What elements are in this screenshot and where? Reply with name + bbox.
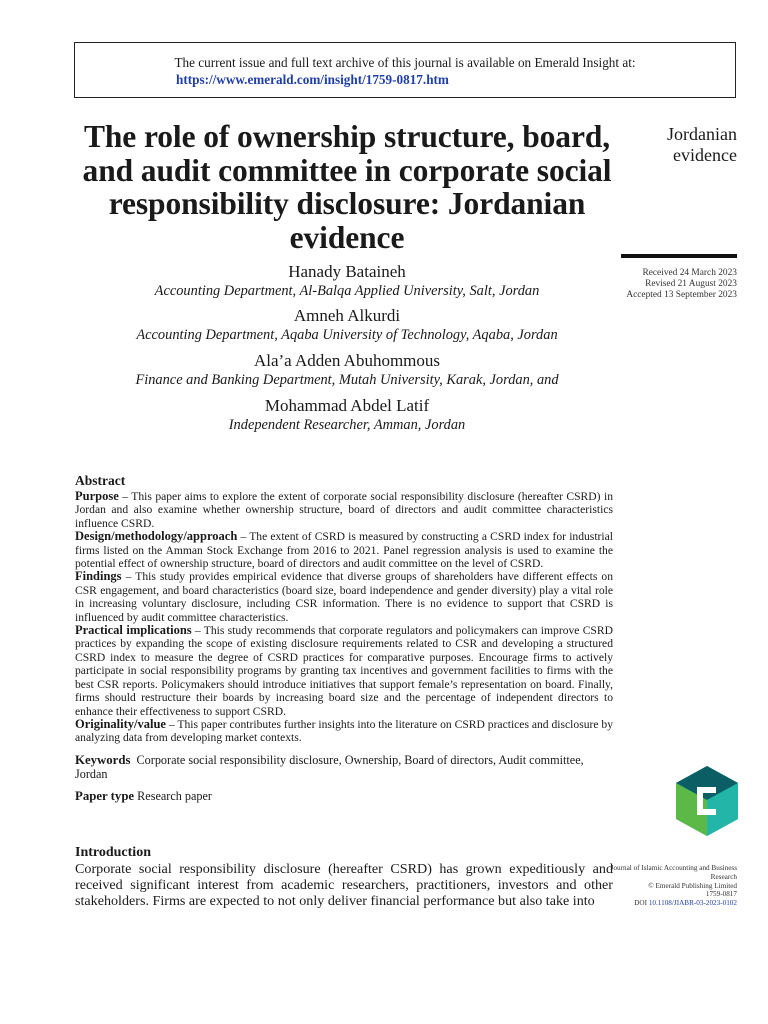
- abstract-originality: [75, 718, 613, 745]
- article-dates: [600, 268, 737, 301]
- section-label: Findings: [75, 569, 122, 584]
- author-affiliation: Finance and Banking Department, Mutah University, Karak, Jordan, and: [135, 372, 559, 388]
- journal-info: [604, 864, 737, 908]
- section-label: Purpose: [75, 489, 119, 503]
- keywords-label: Keywords: [75, 752, 131, 767]
- doi-link[interactable]: 10.1108/JIABR-03-2023-0102: [648, 899, 737, 908]
- introduction-text: Corporate social responsibility disclosure (hereafter CSRD) has grown expeditiously and received significant interest from academic researchers, practitioners, investors and other stakeholders. Firms are expected to not only deliver financial performance but also take into: [75, 861, 613, 910]
- paper-type-label: Paper type: [75, 788, 135, 803]
- journal-url-link[interactable]: https://www.emerald.com/insight/1759-0817.htm: [176, 72, 449, 87]
- banner-text: The current issue and full text archive of this journal is available on Emerald Insight at:: [174, 55, 636, 70]
- section-label: Design/methodology/approach: [75, 529, 238, 544]
- section-text: – This paper contributes further insights into the literature on CSRD practices and disclosure by analyzing data from developing market contexts.: [75, 717, 614, 745]
- section-label: Originality/value: [75, 716, 166, 731]
- issn: 1759-0817: [705, 890, 737, 899]
- doi-label: DOI: [634, 899, 648, 908]
- author-name: Ala’a Adden Abuhommous: [253, 351, 441, 370]
- introduction-heading: Introduction: [75, 845, 151, 860]
- abstract-design: [75, 530, 613, 570]
- author-name: Hanady Bataineh: [288, 262, 406, 281]
- section-text: – This study provides empirical evidence that diverse groups of shareholders have different effects on CSR engagement, and board characteristics (board size, board independence and gender diversity) play a vital role in increasing voluntary disclosure, including CSR information. There is no evidence to support that CSRD is influenced by audit committee characteristics.: [75, 570, 613, 624]
- journal-availability-banner: [74, 42, 736, 98]
- article-title: The role of ownership structure, board, and audit committee in corporate social responsibility disclosure: Jordanian evidence: [82, 119, 612, 255]
- revised-date: Revised 21 August 2023: [645, 279, 737, 289]
- divider: [621, 254, 737, 258]
- doi-line: [604, 899, 737, 908]
- abstract-heading: Abstract: [75, 473, 126, 488]
- paper-type: [75, 789, 613, 803]
- author-affiliation: Accounting Department, Al-Balqa Applied University, Salt, Jordan: [154, 283, 540, 299]
- running-head: Jordanian evidence: [667, 124, 737, 165]
- publisher: © Emerald Publishing Limited: [648, 881, 737, 890]
- abstract-findings: [75, 570, 613, 624]
- author-affiliation: Independent Researcher, Amman, Jordan: [228, 417, 466, 433]
- abstract: [75, 472, 613, 803]
- author-affiliation: Accounting Department, Aqaba University of Technology, Aqaba, Jordan: [136, 327, 558, 343]
- journal-name: Journal of Islamic Accounting and Business Research: [610, 864, 737, 881]
- author-name: Amneh Alkurdi: [293, 306, 401, 325]
- accepted-date: Accepted 13 September 2023: [626, 290, 737, 300]
- paper-type-text: Research paper: [137, 788, 212, 803]
- author-name: Mohammad Abdel Latif: [264, 396, 430, 415]
- keywords: [75, 753, 613, 781]
- section-text: – The extent of CSRD is measured by constructing a CSRD index for industrial firms listed on the Amman Stock Exchange from 2016 to 2021. Panel regression analysis is used to examine the potential effect of ownership structure, board of directors and audit committee on the level of CSRD.: [75, 530, 613, 571]
- section-label: Practical implications: [75, 623, 192, 638]
- abstract-practical-implications: [75, 624, 613, 718]
- section-text: – This paper aims to explore the extent of corporate social responsibility disclosure (hereafter CSRD) in Jordan and also examine whether ownership structure, board of directors and audit committee characteristics influence CSRD.: [75, 490, 613, 530]
- received-date: Received 24 March 2023: [642, 268, 737, 278]
- abstract-purpose: [75, 490, 613, 530]
- section-text: – This study recommends that corporate regulators and policymakers can improve CSRD practices by expanding the scope of existing disclosure requirements related to CSR and developing a structured CSRD index to measure the degree of CSRD practices for comparative purposes. Encourage firms to actively participate in social responsibility programs by granting tax incentives and government facilities to firms with the best CSR reports. Policymakers should introduce initiatives that support female’s representation on board. Finally, firms should restructure their boards by increasing board size and the percentage of independent directors to enhance their effectiveness to support CSRD.: [75, 624, 613, 718]
- crossmark-icon[interactable]: [676, 766, 738, 836]
- keywords-text: Corporate social responsibility disclosure, Ownership, Board of directors, Audit committee, Jordan: [75, 752, 584, 781]
